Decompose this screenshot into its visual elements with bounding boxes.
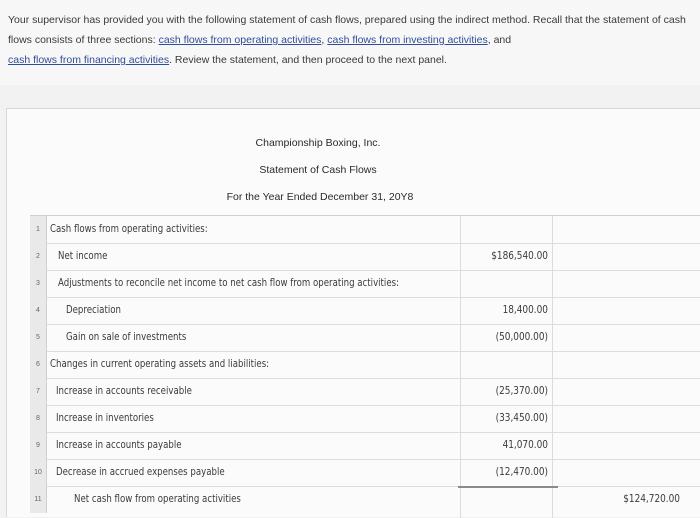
row-number: 5 xyxy=(30,324,47,351)
row-number: 8 xyxy=(30,405,47,432)
row-label: Decrease in accrued expenses payable xyxy=(56,466,225,478)
row-label: Net income xyxy=(58,250,108,262)
table-row xyxy=(30,297,700,325)
subtotal-rule xyxy=(458,486,558,488)
row-number: 7 xyxy=(30,378,47,405)
row-label: Net cash flow from operating activities xyxy=(74,493,241,505)
table-row xyxy=(30,378,700,406)
row-label: Adjustments to reconcile net income to net cash flow from operating activities: xyxy=(58,277,400,289)
row-number: 4 xyxy=(30,297,47,324)
row-label: Gain on sale of investments xyxy=(66,331,187,343)
amount-cell[interactable]: 41,070.00 xyxy=(502,439,548,451)
company-name: Championship Boxing, Inc. xyxy=(255,137,381,149)
statement-period: For the Year Ended December 31, 20Y8 xyxy=(226,191,414,203)
row-label: Increase in inventories xyxy=(56,412,154,424)
link-investing-activities[interactable]: cash flows from investing activities xyxy=(327,34,488,46)
row-label: Cash flows from operating activities: xyxy=(50,223,208,235)
amount-cell[interactable]: 18,400.00 xyxy=(502,304,548,316)
intro-sep-2: , and xyxy=(487,34,512,46)
row-label: Increase in accounts payable xyxy=(56,439,182,451)
table-row xyxy=(30,270,700,298)
intro-text-2: . Review the statement, and then proceed to the next panel. xyxy=(169,54,447,66)
amount-cell[interactable]: (50,000.00) xyxy=(495,331,548,343)
instructions xyxy=(0,0,700,85)
table-row xyxy=(30,324,700,352)
row-number: 11 xyxy=(30,486,47,513)
table-row xyxy=(30,432,700,460)
row-number: 3 xyxy=(30,270,47,297)
table-row xyxy=(30,243,700,271)
cash-flow-table xyxy=(30,215,700,518)
amount-cell[interactable]: $186,540.00 xyxy=(491,250,548,262)
table-row xyxy=(30,459,700,487)
row-number: 1 xyxy=(30,216,47,243)
intro-sep-1: , xyxy=(321,34,328,46)
link-operating-activities[interactable]: cash flows from operating activities xyxy=(158,34,322,46)
table-row xyxy=(30,351,700,379)
table-row xyxy=(30,405,700,433)
amount-cell[interactable]: (12,470.00) xyxy=(495,466,548,478)
row-number: 6 xyxy=(30,351,47,378)
statement-title: Statement of Cash Flows xyxy=(259,164,377,176)
total-amount-cell[interactable]: $124,720.00 xyxy=(623,493,680,505)
intro-text-1: Your supervisor has provided you with the following statement of cash flows, prepared using the indirect method. Recall that the statement of cash flows consists of three sections: xyxy=(8,14,686,46)
row-number: 10 xyxy=(30,459,47,486)
row-number: 9 xyxy=(30,432,47,459)
link-financing-activities[interactable]: cash flows from financing activities xyxy=(8,54,170,66)
amount-cell[interactable]: (25,370.00) xyxy=(495,385,548,397)
amount-cell[interactable]: (33,450.00) xyxy=(495,412,548,424)
table-row xyxy=(30,216,700,244)
table-row xyxy=(30,486,700,513)
row-label: Changes in current operating assets and liabilities: xyxy=(50,358,270,370)
row-label: Increase in accounts receivable xyxy=(56,385,192,397)
row-number: 2 xyxy=(30,243,47,270)
row-label: Depreciation xyxy=(66,304,121,316)
